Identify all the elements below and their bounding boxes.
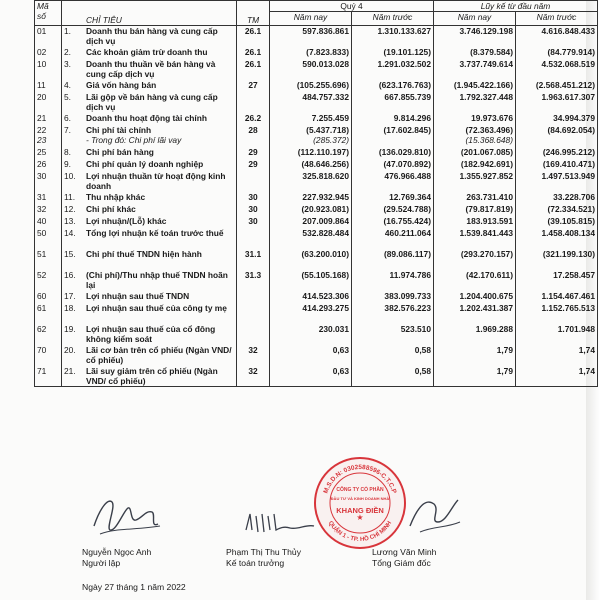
row-code: 01 bbox=[35, 26, 62, 47]
row-note bbox=[237, 324, 270, 345]
row-q4-current: (105.255.696) bbox=[270, 80, 352, 92]
row-ytd-current: (42.170.611) bbox=[434, 270, 516, 291]
row-label: Lợi nhuận sau thuế của công ty mẹ bbox=[84, 303, 237, 324]
row-q4-previous: 9.814.296 bbox=[352, 113, 434, 125]
row-code: 10 bbox=[35, 59, 62, 80]
row-ytd-current: 1.539.841.443 bbox=[434, 228, 516, 249]
row-ytd-previous: 17.258.457 bbox=[516, 270, 598, 291]
row-code: 02 bbox=[35, 47, 62, 59]
row-number: 4. bbox=[62, 80, 85, 92]
director-role: Tổng Giám đốc bbox=[372, 558, 431, 568]
sub-row-code: 23 bbox=[37, 134, 47, 145]
row-label: Lãi suy giảm trên cổ phiếu (Ngàn VND/ cổ phiếu) bbox=[84, 366, 237, 387]
row-note: 26.1 bbox=[237, 26, 270, 47]
row-number: 13. bbox=[62, 216, 85, 228]
table-row bbox=[35, 26, 598, 47]
row-number: 18. bbox=[62, 303, 85, 324]
table-row bbox=[35, 216, 598, 228]
table-row bbox=[35, 366, 598, 387]
row-note bbox=[237, 228, 270, 249]
row-code: 71 bbox=[35, 366, 62, 387]
row-q4-previous: 0,58 bbox=[352, 366, 434, 387]
row-q4-current: 227.932.945 bbox=[270, 192, 352, 204]
row-ytd-current: 19.973.676 bbox=[434, 113, 516, 125]
header-ytd-cur: Năm nay bbox=[434, 12, 516, 26]
row-code: 40 bbox=[35, 216, 62, 228]
table-row bbox=[35, 59, 598, 80]
row-note: 32 bbox=[237, 345, 270, 366]
row-q4-current: 532.828.484 bbox=[270, 228, 352, 249]
row-q4-previous: 1.291.032.502 bbox=[352, 59, 434, 80]
row-ytd-previous: 33.228.706 bbox=[516, 192, 598, 204]
row-code: 11 bbox=[35, 80, 62, 92]
header-tm: TM bbox=[237, 1, 270, 26]
table-row bbox=[35, 228, 598, 249]
row-ytd-previous: 1.497.513.949 bbox=[516, 171, 598, 192]
row-q4-previous: 460.211.064 bbox=[352, 228, 434, 249]
table-row bbox=[35, 171, 598, 192]
table-row bbox=[35, 92, 598, 113]
row-label: Chi phí tài chính bbox=[86, 124, 152, 135]
row-label: Các khoản giảm trừ doanh thu bbox=[84, 47, 237, 59]
row-ytd-current: (293.270.157) bbox=[434, 249, 516, 270]
row-ytd-current: 1,79 bbox=[434, 345, 516, 366]
signature-director bbox=[400, 486, 470, 541]
table-row bbox=[35, 80, 598, 92]
row-q4-previous: 523.510 bbox=[352, 324, 434, 345]
table-row bbox=[35, 270, 598, 291]
header-ma-so-1: Mã bbox=[37, 1, 49, 11]
row-q4-current: 0,63 bbox=[270, 345, 352, 366]
row-ytd-current: 183.913.591 bbox=[434, 216, 516, 228]
income-statement-table bbox=[34, 0, 598, 387]
row-q4-current: (48.646.256) bbox=[270, 159, 352, 171]
row-ytd-current: 1.792.327.448 bbox=[434, 92, 516, 113]
stamp-main-text: KHANG ĐIỀN bbox=[336, 506, 384, 515]
row-ytd-previous: 1,74 bbox=[516, 345, 598, 366]
table-row bbox=[35, 249, 598, 270]
preparer-name: Nguyễn Ngọc Anh bbox=[82, 547, 152, 557]
row-number: 15. bbox=[62, 249, 85, 270]
row-note: 29 bbox=[237, 147, 270, 159]
table-row bbox=[35, 125, 598, 147]
row-q4-current: 414.293.275 bbox=[270, 303, 352, 324]
header-ytd-prev: Năm trước bbox=[516, 12, 598, 26]
row-code: 32 bbox=[35, 204, 62, 216]
row-note: 30 bbox=[237, 216, 270, 228]
row-ytd-previous: 1.154.467.461 bbox=[516, 291, 598, 303]
row-code: 21 bbox=[35, 113, 62, 125]
row-label: (Chi phí)/Thu nhập thuế TNDN hoãn lại bbox=[84, 270, 237, 291]
row-code: 51 bbox=[35, 249, 62, 270]
stamp-ring-text: M.S.D.N: 0302588596-C.T.C.P bbox=[322, 464, 398, 495]
row-number: 7. bbox=[62, 125, 85, 147]
sub-row-q4-current: (285.372) bbox=[313, 134, 349, 145]
row-label: Doanh thu bán hàng và cung cấp dịch vụ bbox=[84, 26, 237, 47]
row-ytd-previous: 1.963.617.307 bbox=[516, 92, 598, 113]
row-ytd-current: 3.746.129.198 bbox=[434, 26, 516, 47]
row-number: 10. bbox=[62, 171, 85, 192]
row-note: 26.1 bbox=[237, 47, 270, 59]
table-row bbox=[35, 324, 598, 345]
row-label: Chi phí quản lý doanh nghiệp bbox=[84, 159, 237, 171]
row-q4-previous: 1.310.133.627 bbox=[352, 26, 434, 47]
stamp-top-text: CÔNG TY CỔ PHẦN bbox=[336, 487, 384, 493]
row-code: 22 bbox=[37, 124, 47, 135]
row-q4-previous: (623.176.763) bbox=[352, 80, 434, 92]
row-note: 31.1 bbox=[237, 249, 270, 270]
row-ytd-previous: (321.199.130) bbox=[516, 249, 598, 270]
row-label: Lợi nhuận sau thuế của cổ đông không kiểm soát bbox=[84, 324, 237, 345]
accountant-name: Phạm Thị Thu Thủy bbox=[226, 547, 301, 557]
row-q4-current: (55.105.168) bbox=[270, 270, 352, 291]
row-q4-current: (20.923.081) bbox=[270, 204, 352, 216]
table-row bbox=[35, 147, 598, 159]
row-q4-previous: (29.524.788) bbox=[352, 204, 434, 216]
row-note: 28 bbox=[237, 125, 270, 147]
row-ytd-previous: (2.568.451.212) bbox=[516, 80, 598, 92]
row-ytd-current: (201.067.085) bbox=[434, 147, 516, 159]
row-q4-previous: 12.769.364 bbox=[352, 192, 434, 204]
row-ytd-current: 3.737.749.614 bbox=[434, 59, 516, 80]
row-q4-current: 230.031 bbox=[270, 324, 352, 345]
row-ytd-current: 1,79 bbox=[434, 366, 516, 387]
header-q4-cur: Năm nay bbox=[270, 12, 352, 26]
row-ytd-previous: 1.701.948 bbox=[516, 324, 598, 345]
row-label: Lợi nhuận sau thuế TNDN bbox=[84, 291, 237, 303]
row-q4-previous: 667.855.739 bbox=[352, 92, 434, 113]
row-ytd-previous: 1.458.408.134 bbox=[516, 228, 598, 249]
table-row bbox=[35, 303, 598, 324]
row-ytd-current: 1.969.288 bbox=[434, 324, 516, 345]
row-q4-previous: 0,58 bbox=[352, 345, 434, 366]
row-ytd-current: (182.942.691) bbox=[434, 159, 516, 171]
row-q4-previous: (89.086.117) bbox=[352, 249, 434, 270]
row-q4-previous: 382.576.223 bbox=[352, 303, 434, 324]
row-ytd-previous: (246.995.212) bbox=[516, 147, 598, 159]
table-row bbox=[35, 192, 598, 204]
row-label: Lãi cơ bản trên cổ phiếu (Ngàn VND/ cổ phiếu) bbox=[84, 345, 237, 366]
row-number: 2. bbox=[62, 47, 85, 59]
row-label: Tổng lợi nhuận kế toán trước thuế bbox=[84, 228, 237, 249]
row-label: Chi phí thuế TNDN hiện hành bbox=[84, 249, 237, 270]
director-name: Lương Văn Minh bbox=[372, 547, 437, 557]
table-row bbox=[35, 47, 598, 59]
row-label: Giá vốn hàng bán bbox=[84, 80, 237, 92]
row-number: 5. bbox=[62, 92, 85, 113]
company-stamp bbox=[312, 455, 408, 551]
table-row bbox=[35, 159, 598, 171]
row-q4-previous: 476.966.488 bbox=[352, 171, 434, 192]
row-number: 21. bbox=[62, 366, 85, 387]
sub-row-label: - Trong đó: Chi phí lãi vay bbox=[86, 134, 182, 145]
row-q4-current: (5.437.718) bbox=[306, 124, 349, 135]
row-ytd-current: (1.945.422.166) bbox=[434, 80, 516, 92]
row-q4-previous: (136.029.810) bbox=[352, 147, 434, 159]
row-ytd-previous: (39.105.815) bbox=[516, 216, 598, 228]
row-q4-current: 0,63 bbox=[270, 366, 352, 387]
row-q4-current: 325.818.620 bbox=[270, 171, 352, 192]
row-number: 11. bbox=[62, 192, 85, 204]
svg-text:★: ★ bbox=[356, 513, 364, 522]
row-q4-previous: (17.602.845) bbox=[383, 124, 431, 135]
row-note bbox=[237, 303, 270, 324]
row-number: 19. bbox=[62, 324, 85, 345]
row-ytd-previous: 34.994.379 bbox=[516, 113, 598, 125]
row-code: 50 bbox=[35, 228, 62, 249]
row-ytd-previous: 4.616.848.433 bbox=[516, 26, 598, 47]
row-ytd-current: 1.204.400.675 bbox=[434, 291, 516, 303]
row-label: Thu nhập khác bbox=[84, 192, 237, 204]
row-ytd-previous: 4.532.068.519 bbox=[516, 59, 598, 80]
row-note: 30 bbox=[237, 192, 270, 204]
row-note: 27 bbox=[237, 80, 270, 92]
row-number: 14. bbox=[62, 228, 85, 249]
row-ytd-current: 1.355.927.852 bbox=[434, 171, 516, 192]
row-ytd-previous: 1.152.765.513 bbox=[516, 303, 598, 324]
row-number: 9. bbox=[62, 159, 85, 171]
table-row bbox=[35, 204, 598, 216]
director-block bbox=[372, 547, 436, 569]
row-label: Lãi gộp về bán hàng và cung cấp dịch vụ bbox=[84, 92, 237, 113]
row-code: 20 bbox=[35, 92, 62, 113]
row-q4-current: 7.255.459 bbox=[270, 113, 352, 125]
row-label: Chi phí khác bbox=[84, 204, 237, 216]
header-ma-so-2: số bbox=[37, 11, 46, 21]
row-q4-previous: (16.755.424) bbox=[352, 216, 434, 228]
header-chi-tieu: CHỈ TIÊU bbox=[84, 1, 237, 26]
row-q4-current: 207.009.864 bbox=[270, 216, 352, 228]
signature-accountant bbox=[240, 500, 320, 545]
row-ytd-current: 1.202.431.387 bbox=[434, 303, 516, 324]
row-note bbox=[237, 92, 270, 113]
table-row bbox=[35, 345, 598, 366]
row-number: 17. bbox=[62, 291, 85, 303]
row-label: Chi phí bán hàng bbox=[84, 147, 237, 159]
row-note: 31.3 bbox=[237, 270, 270, 291]
row-code: 31 bbox=[35, 192, 62, 204]
row-q4-current: 414.523.306 bbox=[270, 291, 352, 303]
row-code: 61 bbox=[35, 303, 62, 324]
row-q4-previous: (19.101.125) bbox=[352, 47, 434, 59]
row-note: 26.2 bbox=[237, 113, 270, 125]
row-note: 32 bbox=[237, 366, 270, 387]
row-ytd-current: (8.379.584) bbox=[434, 47, 516, 59]
sub-row-ytd-current: (15.368.648) bbox=[465, 134, 513, 145]
row-ytd-current: 263.731.410 bbox=[434, 192, 516, 204]
stamp-bottom-text: QUẬN 1 - TP. HỒ CHÍ MINH bbox=[326, 520, 394, 544]
header-row-1 bbox=[35, 1, 598, 12]
date-line: Ngày 27 tháng 1 năm 2022 bbox=[82, 582, 186, 592]
row-ytd-current: (72.363.496) bbox=[465, 124, 513, 135]
table-row bbox=[35, 291, 598, 303]
accountant-block bbox=[226, 547, 301, 569]
row-code: 52 bbox=[35, 270, 62, 291]
row-q4-previous: 383.099.733 bbox=[352, 291, 434, 303]
signature-preparer bbox=[86, 488, 166, 543]
row-q4-current: (112.110.197) bbox=[270, 147, 352, 159]
row-note bbox=[237, 171, 270, 192]
row-note: 29 bbox=[237, 159, 270, 171]
header-quarter: Quý 4 bbox=[270, 1, 434, 12]
row-q4-current: 484.757.332 bbox=[270, 92, 352, 113]
row-code: 62 bbox=[35, 324, 62, 345]
header-q4-prev: Năm trước bbox=[352, 12, 434, 26]
row-number: 12. bbox=[62, 204, 85, 216]
row-label: Lợi nhuận/(Lỗ) khác bbox=[84, 216, 237, 228]
stamp-mid-text: ĐẦU TƯ VÀ KINH DOANH NHÀ bbox=[330, 496, 390, 501]
row-ytd-previous: 1,74 bbox=[516, 366, 598, 387]
row-number: 16. bbox=[62, 270, 85, 291]
row-label: Doanh thu hoạt động tài chính bbox=[84, 113, 237, 125]
row-note: 30 bbox=[237, 204, 270, 216]
row-code: 30 bbox=[35, 171, 62, 192]
row-label: Doanh thu thuần về bán hàng và cung cấp dịch vụ bbox=[84, 59, 237, 80]
row-q4-previous: (47.070.892) bbox=[352, 159, 434, 171]
row-number: 1. bbox=[62, 26, 85, 47]
row-number: 8. bbox=[62, 147, 85, 159]
row-q4-current: (7.823.833) bbox=[270, 47, 352, 59]
row-q4-current: (63.200.010) bbox=[270, 249, 352, 270]
row-label: Lợi nhuận thuần từ hoạt động kinh doanh bbox=[84, 171, 237, 192]
row-q4-previous: 11.974.786 bbox=[352, 270, 434, 291]
row-code: 26 bbox=[35, 159, 62, 171]
header-ytd: Lũy kế từ đầu năm bbox=[434, 1, 598, 12]
row-note bbox=[237, 291, 270, 303]
row-number: 3. bbox=[62, 59, 85, 80]
row-q4-current: 590.013.028 bbox=[270, 59, 352, 80]
row-number: 6. bbox=[62, 113, 85, 125]
row-code: 60 bbox=[35, 291, 62, 303]
preparer-block bbox=[82, 547, 151, 569]
row-ytd-previous: (72.334.521) bbox=[516, 204, 598, 216]
row-ytd-current: (79.817.819) bbox=[434, 204, 516, 216]
row-ytd-previous: (84.692.054) bbox=[547, 124, 595, 135]
accountant-role: Kế toán trưởng bbox=[226, 558, 285, 568]
row-code: 70 bbox=[35, 345, 62, 366]
row-q4-current: 597.836.861 bbox=[270, 26, 352, 47]
row-code: 25 bbox=[35, 147, 62, 159]
preparer-role: Người lập bbox=[82, 558, 121, 568]
row-ytd-previous: (169.410.471) bbox=[516, 159, 598, 171]
row-number: 20. bbox=[62, 345, 85, 366]
row-ytd-previous: (84.779.914) bbox=[516, 47, 598, 59]
table-row bbox=[35, 113, 598, 125]
row-note: 26.1 bbox=[237, 59, 270, 80]
